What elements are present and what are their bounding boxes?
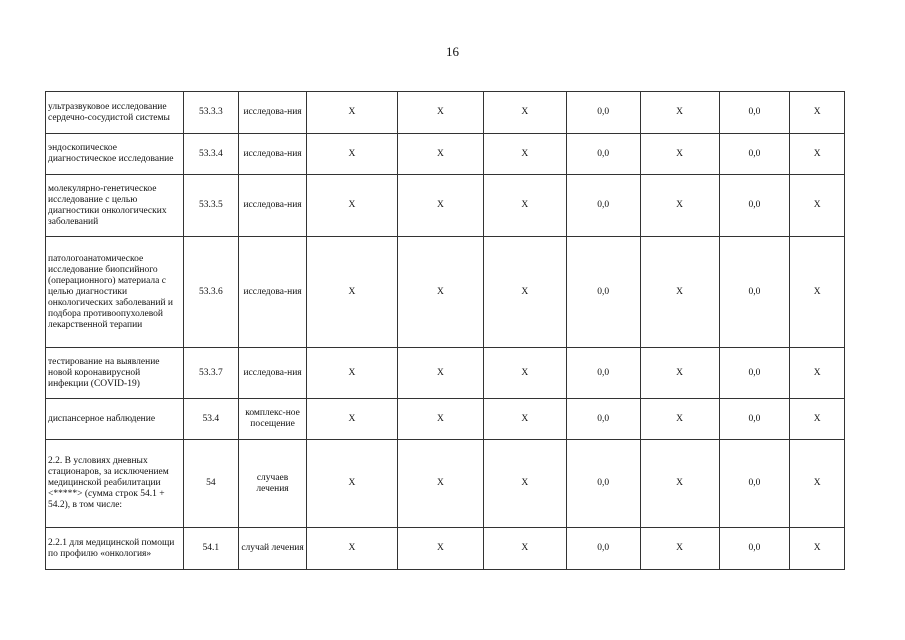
row-code: 54 — [183, 440, 239, 528]
cell-value: Х — [483, 237, 566, 348]
data-table — [45, 91, 845, 570]
row-name: тестирование на выявление новой коронавирусной инфекции (COVID-19) — [46, 348, 184, 399]
cell-value: Х — [483, 528, 566, 570]
table-row — [46, 237, 845, 348]
row-code: 53.3.5 — [183, 175, 239, 237]
cell-value: Х — [397, 92, 483, 134]
table-row — [46, 92, 845, 134]
cell-value: 0,0 — [566, 399, 640, 440]
table-row — [46, 440, 845, 528]
cell-value: Х — [790, 134, 845, 175]
row-code: 53.4 — [183, 399, 239, 440]
table-row — [46, 528, 845, 570]
cell-value: Х — [306, 440, 397, 528]
cell-value: Х — [640, 399, 719, 440]
page-number: 16 — [446, 44, 459, 59]
row-unit: исследова-ния — [239, 92, 307, 134]
row-unit: случаев лечения — [239, 440, 307, 528]
cell-value: Х — [790, 237, 845, 348]
row-code: 53.3.6 — [183, 237, 239, 348]
row-unit: исследова-ния — [239, 237, 307, 348]
row-name: диспансерное наблюдение — [46, 399, 184, 440]
cell-value: Х — [306, 92, 397, 134]
cell-value: 0,0 — [566, 175, 640, 237]
cell-value: Х — [397, 399, 483, 440]
cell-value: Х — [640, 348, 719, 399]
cell-value: Х — [397, 237, 483, 348]
cell-value: Х — [790, 528, 845, 570]
cell-value: 0,0 — [566, 440, 640, 528]
cell-value: 0,0 — [719, 399, 790, 440]
cell-value: 0,0 — [566, 92, 640, 134]
cell-value: Х — [483, 440, 566, 528]
row-unit: случай лечения — [239, 528, 307, 570]
cell-value: Х — [640, 237, 719, 348]
cell-value: Х — [640, 92, 719, 134]
row-name: эндоскопическое диагностическое исследование — [46, 134, 184, 175]
row-code: 53.3.3 — [183, 92, 239, 134]
cell-value: 0,0 — [719, 440, 790, 528]
table-row — [46, 134, 845, 175]
cell-value: Х — [483, 92, 566, 134]
row-name: 2.2. В условиях дневных стационаров, за исключением медицинской реабилитации <*****> (сумма строк 54.1 + 54.2), в том числе: — [46, 440, 184, 528]
table-row — [46, 399, 845, 440]
cell-value: Х — [790, 92, 845, 134]
row-name: патологоанатомическое исследование биопсийного (операционного) материала с целью диагностики онкологических заболеваний и подбора противоопухолевой лекарственной терапии — [46, 237, 184, 348]
row-name: ультразвуковое исследование сердечно-сосудистой системы — [46, 92, 184, 134]
row-unit: исследова-ния — [239, 134, 307, 175]
cell-value: Х — [306, 528, 397, 570]
row-unit: исследова-ния — [239, 348, 307, 399]
cell-value: 0,0 — [566, 134, 640, 175]
cell-value: Х — [483, 399, 566, 440]
cell-value: 0,0 — [566, 348, 640, 399]
row-code: 53.3.4 — [183, 134, 239, 175]
cell-value: Х — [397, 348, 483, 399]
row-name: 2.2.1 для медицинской помощи по профилю «онкология» — [46, 528, 184, 570]
cell-value: 0,0 — [566, 237, 640, 348]
cell-value: 0,0 — [719, 175, 790, 237]
cell-value: Х — [790, 175, 845, 237]
cell-value: Х — [640, 440, 719, 528]
cell-value: Х — [306, 175, 397, 237]
row-unit: комплекс-ное посещение — [239, 399, 307, 440]
cell-value: 0,0 — [719, 237, 790, 348]
cell-value: Х — [306, 399, 397, 440]
cell-value: 0,0 — [566, 528, 640, 570]
cell-value: 0,0 — [719, 134, 790, 175]
table-row — [46, 348, 845, 399]
cell-value: Х — [306, 237, 397, 348]
cell-value: Х — [397, 134, 483, 175]
cell-value: Х — [790, 348, 845, 399]
cell-value: Х — [640, 175, 719, 237]
cell-value: Х — [397, 528, 483, 570]
cell-value: Х — [306, 348, 397, 399]
cell-value: Х — [306, 134, 397, 175]
cell-value: Х — [790, 399, 845, 440]
row-name: молекулярно-генетическое исследование с целью диагностики онкологических заболеваний — [46, 175, 184, 237]
row-unit: исследова-ния — [239, 175, 307, 237]
cell-value: 0,0 — [719, 528, 790, 570]
cell-value: Х — [640, 528, 719, 570]
table-row — [46, 175, 845, 237]
row-code: 53.3.7 — [183, 348, 239, 399]
cell-value: Х — [790, 440, 845, 528]
cell-value: 0,0 — [719, 348, 790, 399]
cell-value: Х — [483, 134, 566, 175]
cell-value: Х — [640, 134, 719, 175]
row-code: 54.1 — [183, 528, 239, 570]
cell-value: Х — [483, 175, 566, 237]
cell-value: 0,0 — [719, 92, 790, 134]
cell-value: Х — [397, 175, 483, 237]
cell-value: Х — [483, 348, 566, 399]
cell-value: Х — [397, 440, 483, 528]
